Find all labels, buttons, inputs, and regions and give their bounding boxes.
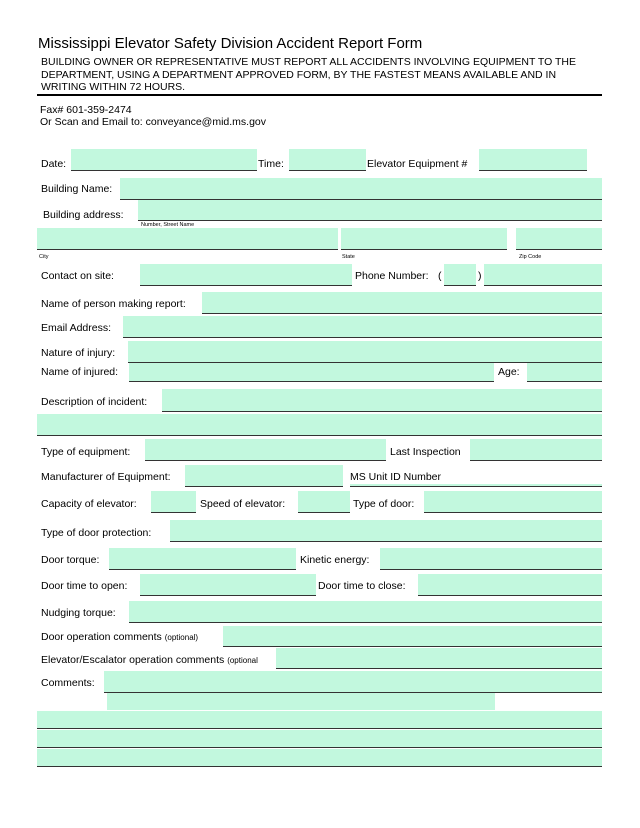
- door-comments-optional: (optional): [164, 633, 199, 642]
- door-comments-label: [41, 631, 198, 643]
- comments-field-3[interactable]: [37, 711, 602, 729]
- comments-field-5[interactable]: [37, 749, 602, 767]
- door-protection-field[interactable]: [170, 520, 602, 542]
- instructions-text: BUILDING OWNER OR REPRESENTATIVE MUST REPORT ALL ACCIDENTS INVOLVING EQUIPMENT TO THE DEPARTMENT, USING A DEPARTMENT APPROVED FORM, BY THE FASTEST MEANS AVAILABLE AND IN WRITING WITHIN 72 HOURS.: [41, 56, 577, 94]
- door-comments-field[interactable]: [223, 626, 602, 647]
- door-close-field[interactable]: [418, 574, 602, 596]
- manufacturer-label: Manufacturer of Equipment:: [41, 471, 171, 483]
- phone-paren-close: ): [478, 270, 482, 282]
- manufacturer-field[interactable]: [185, 465, 343, 487]
- type-door-field[interactable]: [424, 491, 602, 513]
- phone-label: Phone Number:: [355, 270, 429, 282]
- phone-paren-open: (: [438, 270, 442, 282]
- ms-unit-id-field[interactable]: [350, 484, 602, 487]
- zip-caption: Zip Code: [519, 254, 542, 260]
- nudging-torque-field[interactable]: [129, 601, 602, 623]
- building-name-field[interactable]: [120, 178, 602, 200]
- ms-unit-id-label: MS Unit ID Number: [350, 471, 442, 483]
- age-field[interactable]: [527, 363, 602, 382]
- door-open-field[interactable]: [140, 574, 316, 596]
- email-label: Email Address:: [41, 322, 112, 334]
- escalator-comments-label-text: Elevator/Escalator operation comments: [41, 654, 225, 666]
- building-name-label: Building Name:: [41, 183, 113, 195]
- email-instructions: Or Scan and Email to: conveyance@mid.ms.gov: [40, 116, 267, 128]
- description-field-1[interactable]: [162, 389, 602, 412]
- reporter-label: Name of person making report:: [41, 298, 186, 310]
- kinetic-energy-label: Kinetic energy:: [300, 554, 370, 566]
- door-close-label: Door time to close:: [318, 580, 406, 592]
- description-label: Description of incident:: [41, 396, 148, 408]
- type-equipment-field[interactable]: [145, 439, 386, 461]
- nature-injury-label: Nature of injury:: [41, 347, 116, 359]
- date-field[interactable]: [71, 149, 257, 171]
- last-inspection-label: Last Inspection: [390, 446, 461, 458]
- nudging-torque-label: Nudging torque:: [41, 607, 116, 619]
- capacity-field[interactable]: [151, 491, 196, 513]
- comments-field-1[interactable]: [104, 671, 602, 693]
- door-torque-label: Door torque:: [41, 554, 100, 566]
- street-field[interactable]: [138, 200, 602, 221]
- last-inspection-field[interactable]: [470, 439, 602, 461]
- door-comments-label-text: Door operation comments: [41, 631, 162, 643]
- door-protection-label: Type of door protection:: [41, 527, 152, 539]
- description-field-2[interactable]: [37, 414, 602, 436]
- escalator-comments-field[interactable]: [276, 648, 602, 669]
- name-injured-label: Name of injured:: [41, 366, 119, 378]
- state-field[interactable]: [341, 228, 507, 250]
- nature-injury-field[interactable]: [128, 341, 602, 363]
- reporter-field[interactable]: [202, 292, 602, 314]
- state-caption: State: [342, 254, 355, 260]
- phone-area-field[interactable]: [444, 264, 476, 286]
- comments-field-2[interactable]: [107, 693, 495, 710]
- elevator-equipment-field[interactable]: [479, 149, 587, 171]
- time-field[interactable]: [289, 149, 366, 171]
- contact-field[interactable]: [140, 264, 352, 286]
- time-label: Time:: [258, 158, 284, 170]
- comments-label: Comments:: [41, 677, 95, 689]
- type-equipment-label: Type of equipment:: [41, 446, 131, 458]
- escalator-comments-optional: (optional: [227, 656, 258, 665]
- street-caption: Number, Street Name: [141, 222, 195, 228]
- fax-number: Fax# 601-359-2474: [40, 104, 132, 116]
- date-label: Date:: [41, 158, 67, 170]
- city-field[interactable]: [37, 228, 338, 250]
- speed-label: Speed of elevator:: [200, 498, 286, 510]
- form-title: Mississippi Elevator Safety Division Accident Report Form: [38, 35, 423, 52]
- capacity-label: Capacity of elevator:: [41, 498, 137, 510]
- escalator-comments-label: [41, 654, 258, 666]
- comments-field-4[interactable]: [37, 730, 602, 748]
- elevator-equipment-label: Elevator Equipment #: [367, 158, 468, 170]
- building-address-label: Building address:: [43, 209, 124, 221]
- kinetic-energy-field[interactable]: [380, 548, 602, 570]
- city-caption: City: [39, 254, 49, 260]
- door-torque-field[interactable]: [109, 548, 296, 570]
- email-field[interactable]: [123, 316, 602, 338]
- contact-label: Contact on site:: [41, 270, 114, 282]
- zip-field[interactable]: [516, 228, 602, 250]
- name-injured-field[interactable]: [129, 363, 494, 382]
- door-open-label: Door time to open:: [41, 580, 128, 592]
- age-label: Age:: [498, 366, 520, 378]
- type-door-label: Type of door:: [353, 498, 415, 510]
- phone-number-field[interactable]: [484, 264, 602, 286]
- header-divider: [37, 94, 602, 96]
- speed-field[interactable]: [298, 491, 350, 513]
